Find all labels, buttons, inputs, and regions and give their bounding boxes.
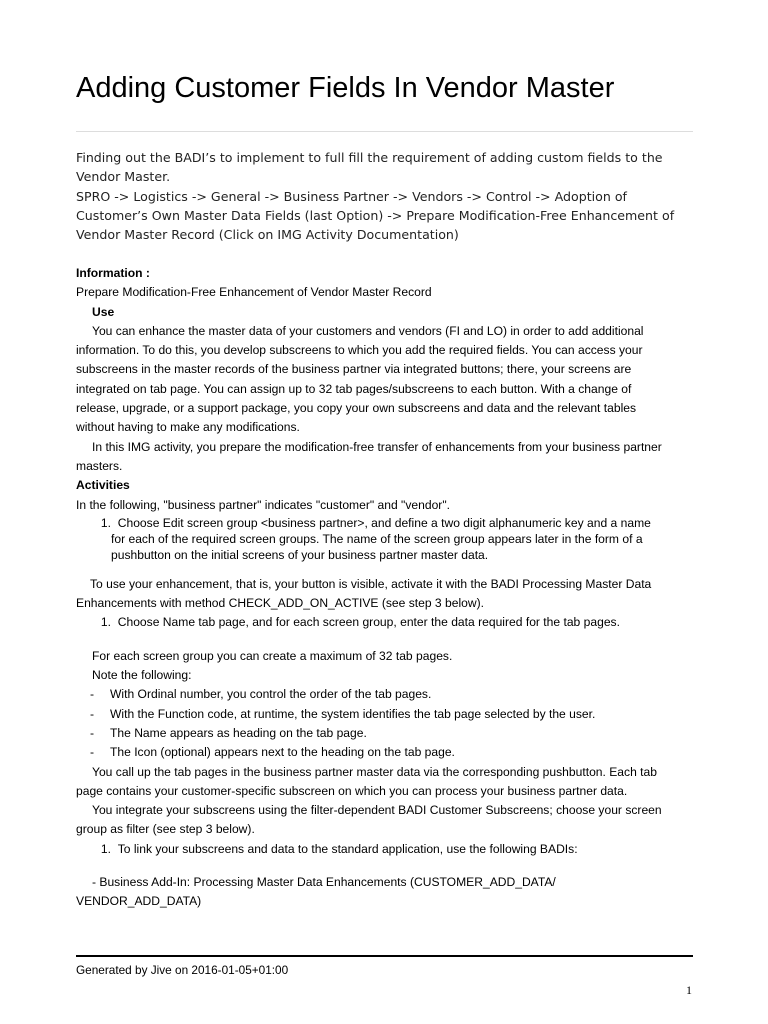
- paragraph-line: masters.: [76, 458, 123, 473]
- footer-divider: [76, 955, 693, 957]
- notes-list: [76, 685, 696, 762]
- page-title: Adding Customer Fields In Vendor Master: [76, 72, 615, 104]
- dash-mark: -: [90, 745, 95, 760]
- title-divider: [76, 131, 693, 132]
- note-line: Note the following:: [92, 668, 192, 683]
- paragraph-line: In this IMG activity, you prepare the modification-free transfer of enhancements from your business partner: [92, 439, 662, 454]
- step-text: for each of the required screen groups. The name of the screen group appears later in the form of a: [111, 531, 643, 546]
- intro-line: SPRO -> Logistics -> General -> Business Partner -> Vendors -> Control -> Adoption of: [76, 188, 627, 204]
- dash-mark: -: [90, 706, 95, 721]
- img-activity-paragraph: [76, 438, 696, 477]
- max-tab-pages-line: For each screen group you can create a maximum of 32 tab pages.: [92, 648, 453, 663]
- dash-mark: -: [90, 687, 95, 702]
- use-heading: Use: [92, 304, 115, 319]
- intro-paragraph: [76, 148, 696, 244]
- footer-generated: Generated by Jive on 2016-01-05+01:00: [76, 963, 289, 977]
- enhancement-paragraph: [76, 575, 696, 614]
- activities-heading: Activities: [76, 478, 130, 493]
- list-item: - With Ordinal number, you control the order of the tab pages.: [76, 685, 696, 704]
- list-item: - The Icon (optional) appears next to the heading on the tab page.: [76, 743, 696, 762]
- intro-line: Customer’s Own Master Data Fields (last Option) -> Prepare Modification-Free Enhancement of: [76, 207, 675, 223]
- paragraph-line: without having to make any modifications.: [76, 420, 300, 435]
- step-text: Choose Edit screen group <business partner>, and define a two digit alphanumeric key and a name: [117, 515, 651, 530]
- information-heading: Information :: [76, 266, 150, 280]
- paragraph-line: subscreens in the master records of the business partner via integrated buttons; there, your screens are: [76, 362, 632, 377]
- information-subtitle: Prepare Modification-Free Enhancement of Vendor Master Record: [76, 285, 432, 300]
- intro-line: Finding out the BADI’s to implement to full fill the requirement of adding custom fields to the: [76, 150, 663, 165]
- list-item: - Business Add-In: Processing Master Data Enhancements (CUSTOMER_ADD_DATA/: [92, 875, 556, 890]
- paragraph-line: page contains your customer-specific subscreen on which you can process your business partner data.: [76, 783, 628, 798]
- dash-mark: -: [90, 725, 95, 740]
- list-item: - The Name appears as heading on the tab page.: [76, 724, 696, 743]
- paragraph-line: To use your enhancement, that is, your button is visible, activate it with the BADI Processing Master Data: [90, 576, 652, 591]
- step-edit-screen-group: [76, 515, 696, 563]
- step-number: 1.: [100, 841, 111, 856]
- paragraph-line: group as filter (see step 3 below).: [76, 822, 255, 837]
- step-number: 1.: [100, 615, 111, 630]
- intro-line: Vendor Master Record (Click on IMG Activity Documentation): [76, 227, 459, 243]
- call-up-paragraph: [76, 763, 696, 802]
- list-item: VENDOR_ADD_DATA): [76, 894, 202, 909]
- step-text: pushbutton on the initial screens of your business partner master data.: [111, 547, 489, 562]
- paragraph-line: information. To do this, you develop subscreens to which you add the required fields. You can access your: [76, 343, 643, 358]
- paragraph-line: You call up the tab pages in the business partner master data via the corresponding pushbutton. Each tab: [92, 764, 657, 779]
- use-paragraph: [76, 322, 696, 438]
- paragraph-line: release, upgrade, or a support package, you copy your own subscreens and data and the relevant tables: [76, 401, 637, 416]
- badi-list: [76, 873, 696, 912]
- step-text: Choose Name tab page, and for each screen group, enter the data required for the tab pages.: [117, 615, 620, 630]
- paragraph-line: Enhancements with method CHECK_ADD_ON_ACTIVE (see step 3 below).: [76, 596, 485, 611]
- step-name-tab-page: [76, 613, 696, 632]
- activities-intro: In the following, "business partner" indicates "customer" and "vendor".: [76, 497, 450, 512]
- integrate-paragraph: [76, 801, 696, 840]
- intro-line: Vendor Master.: [76, 169, 171, 185]
- step-text: To link your subscreens and data to the standard application, use the following BADIs:: [117, 841, 578, 856]
- step-number: 1.: [100, 515, 111, 530]
- paragraph-line: You can enhance the master data of your customers and vendors (FI and LO) in order to add additional: [92, 323, 644, 338]
- paragraph-line: integrated on tab page. You can assign up to 32 tab pages/subscreens to each button. With a change of: [76, 381, 632, 396]
- list-item: - With the Function code, at runtime, the system identifies the tab page selected by the user.: [76, 705, 696, 724]
- step-link-subscreens: [76, 840, 696, 859]
- page-number: 1: [686, 983, 692, 997]
- paragraph-line: You integrate your subscreens using the filter-dependent BADI Customer Subscreens; choose your screen: [92, 803, 662, 818]
- document-body: [76, 264, 696, 912]
